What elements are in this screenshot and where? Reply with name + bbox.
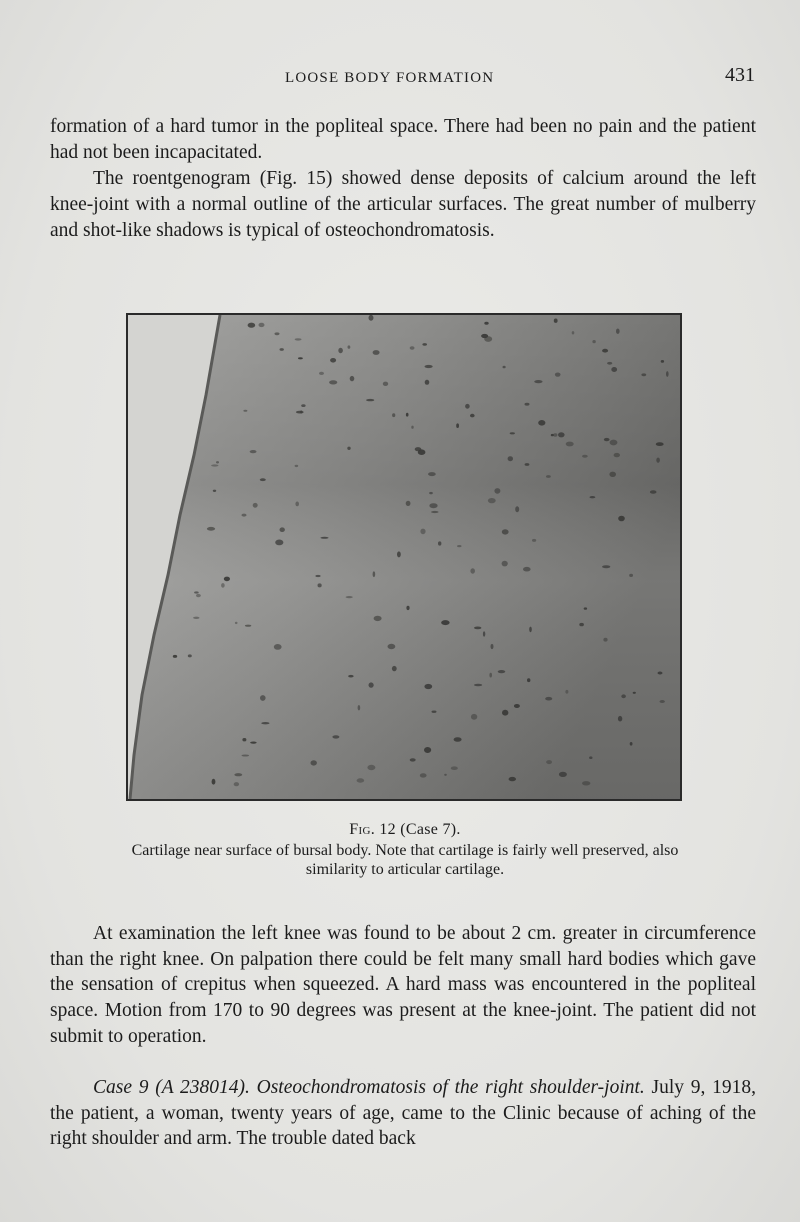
cell-lacuna xyxy=(566,442,574,447)
cell-lacuna xyxy=(411,426,413,429)
cell-lacuna xyxy=(489,673,492,678)
cell-lacuna xyxy=(428,472,436,476)
cell-lacuna xyxy=(338,348,343,353)
cell-lacuna xyxy=(235,622,238,624)
cell-lacuna xyxy=(432,711,437,713)
cell-lacuna xyxy=(514,704,520,708)
cell-lacuna xyxy=(502,561,508,567)
cell-lacuna xyxy=(374,616,382,621)
cell-lacuna xyxy=(656,458,660,463)
cell-lacuna xyxy=(248,323,256,328)
cell-lacuna xyxy=(274,644,282,650)
cell-lacuna xyxy=(388,644,396,649)
cell-lacuna xyxy=(658,672,663,675)
cell-lacuna xyxy=(260,478,266,481)
cell-lacuna xyxy=(173,655,177,658)
cell-lacuna xyxy=(553,433,557,436)
cell-lacuna xyxy=(418,449,426,455)
cell-lacuna xyxy=(498,670,505,673)
cell-lacuna xyxy=(546,475,551,478)
cell-lacuna xyxy=(350,376,355,381)
cell-lacuna xyxy=(641,373,646,376)
cell-lacuna xyxy=(441,620,449,625)
cell-lacuna xyxy=(315,575,320,577)
cell-lacuna xyxy=(661,360,664,363)
cell-lacuna xyxy=(295,338,302,340)
cell-lacuna xyxy=(529,627,532,633)
cell-lacuna xyxy=(454,737,462,742)
cell-lacuna xyxy=(369,682,374,687)
cell-lacuna xyxy=(515,506,519,512)
running-head xyxy=(50,64,755,92)
cell-lacuna xyxy=(609,472,616,477)
cell-lacuna xyxy=(425,365,433,368)
cell-lacuna xyxy=(481,334,488,338)
case-number: Case 9 (A 238014). xyxy=(93,1077,250,1098)
cell-lacuna xyxy=(216,461,219,463)
cell-lacuna xyxy=(590,496,596,498)
cell-lacuna xyxy=(555,373,561,377)
cell-lacuna xyxy=(243,410,247,412)
cell-lacuna xyxy=(602,349,608,353)
cell-lacuna xyxy=(410,758,416,761)
cell-lacuna xyxy=(420,773,427,777)
cell-lacuna xyxy=(366,399,374,401)
cell-lacuna xyxy=(656,442,664,446)
cell-lacuna xyxy=(611,367,617,372)
cell-lacuna xyxy=(451,766,458,770)
figure-label-number: 12 (Case 7). xyxy=(379,821,461,838)
cell-lacuna xyxy=(616,329,620,334)
cell-lacuna xyxy=(457,545,461,547)
cell-lacuna xyxy=(346,596,353,598)
cell-lacuna xyxy=(666,371,669,377)
cell-lacuna xyxy=(373,571,376,577)
cell-lacuna xyxy=(660,700,665,703)
cell-lacuna xyxy=(538,420,545,426)
cell-lacuna xyxy=(280,348,284,351)
cell-lacuna xyxy=(502,710,508,716)
cell-lacuna xyxy=(392,666,397,671)
cell-lacuna xyxy=(420,529,425,535)
cell-lacuna xyxy=(602,565,610,568)
cell-lacuna xyxy=(431,511,439,513)
cell-lacuna xyxy=(629,574,633,577)
cell-lacuna xyxy=(250,742,257,744)
cell-lacuna xyxy=(422,343,427,346)
cell-lacuna xyxy=(546,760,552,764)
cell-lacuna xyxy=(193,617,199,619)
cell-lacuna xyxy=(494,488,500,494)
cell-lacuna xyxy=(410,346,415,349)
cell-lacuna xyxy=(523,567,531,572)
cell-lacuna xyxy=(318,583,322,587)
paragraph-roentgenogram: The roentgenogram (Fig. 15) showed dense deposits of calcium around the left knee-joint with a normal outline of the articular surfaces. The great number of mulberry and shot-like shadows is typical of osteochondromatosis. xyxy=(50,168,756,241)
cell-lacuna xyxy=(196,594,201,597)
cell-lacuna xyxy=(527,678,530,682)
cell-lacuna xyxy=(397,551,401,557)
cell-lacuna xyxy=(610,440,618,446)
cell-lacuna xyxy=(250,450,257,453)
cell-lacuna xyxy=(502,529,509,534)
cell-lacuna xyxy=(424,684,432,689)
cell-lacuna xyxy=(253,503,258,508)
cell-lacuna xyxy=(245,625,251,627)
cell-lacuna xyxy=(618,716,622,722)
cell-lacuna xyxy=(579,623,584,626)
cell-lacuna xyxy=(320,537,328,539)
cell-lacuna xyxy=(525,463,530,466)
cell-lacuna xyxy=(618,516,625,522)
cell-lacuna xyxy=(470,568,475,573)
cell-lacuna xyxy=(534,380,542,383)
cell-lacuna xyxy=(392,413,395,417)
case-body: July 9, 1918, the patient, a woman, twenty years of age, came to the Clinic because of aching of the right shoulder and arm. The trouble dated back xyxy=(50,1077,757,1150)
cell-lacuna xyxy=(280,527,285,532)
cell-lacuna xyxy=(589,756,592,759)
cell-lacuna xyxy=(429,492,433,494)
cell-lacuna xyxy=(424,747,431,753)
micrograph-figure xyxy=(126,313,682,801)
case-heading: Osteochondromatosis of the right shoulder-joint. xyxy=(256,1077,645,1098)
cell-lacuna xyxy=(474,684,482,687)
cell-lacuna xyxy=(406,606,409,610)
cell-lacuna xyxy=(242,738,246,741)
cell-lacuna xyxy=(224,577,230,582)
cell-lacuna xyxy=(491,644,494,649)
cell-lacuna xyxy=(471,714,477,720)
cell-lacuna xyxy=(633,692,636,694)
cell-lacuna xyxy=(212,779,216,785)
cell-lacuna xyxy=(347,447,350,450)
paragraph-examination: At examination the left knee was found to be about 2 cm. greater in circumference than the right knee. On palpation there could be felt many small hard bodies which gave the sensation of crepitus when squeezed. A hard mass was encountered in the popliteal space. Motion from 170 to 90 degrees was present at the knee-joint. The patient did not submit to operation. xyxy=(50,923,756,1047)
cell-lacuna xyxy=(295,502,299,507)
cell-lacuna xyxy=(261,722,269,724)
cell-lacuna xyxy=(532,539,536,542)
cell-lacuna xyxy=(484,322,488,325)
cell-lacuna xyxy=(330,358,336,363)
cell-lacuna xyxy=(367,765,375,770)
cell-lacuna xyxy=(298,357,303,359)
cell-lacuna xyxy=(621,694,626,698)
cell-lacuna xyxy=(456,423,459,428)
cell-lacuna xyxy=(295,465,299,467)
figure-caption: Cartilage near surface of bursal body. Note that cartilage is fairly well preserved, also similarity to articular cartilage. xyxy=(131,842,679,878)
cell-lacuna xyxy=(604,438,610,441)
cell-lacuna xyxy=(213,490,216,492)
cell-lacuna xyxy=(554,319,558,323)
cell-lacuna xyxy=(296,411,304,414)
cell-lacuna xyxy=(234,782,239,786)
cell-lacuna xyxy=(483,631,485,636)
cell-lacuna xyxy=(301,404,305,407)
page-number: 431 xyxy=(725,64,755,86)
cell-lacuna xyxy=(488,498,496,503)
cell-lacuna xyxy=(438,541,441,545)
cell-lacuna xyxy=(614,453,620,457)
cell-lacuna xyxy=(510,432,515,434)
cell-lacuna xyxy=(275,540,283,546)
cell-lacuna xyxy=(188,654,192,657)
cell-lacuna xyxy=(211,464,218,466)
paragraph-continuation: formation of a hard tumor in the popliteal space. There had been no pain and the patient had not been incapacitated. xyxy=(50,116,756,163)
cell-lacuna xyxy=(603,638,607,642)
cell-lacuna xyxy=(444,774,447,776)
cell-lacuna xyxy=(565,690,568,694)
cell-lacuna xyxy=(558,432,565,437)
cell-lacuna xyxy=(275,332,280,335)
cell-lacuna xyxy=(242,514,247,517)
cell-lacuna xyxy=(470,414,475,418)
cell-lacuna xyxy=(260,695,266,701)
cell-lacuna xyxy=(311,760,317,765)
cell-lacuna xyxy=(194,591,199,593)
cell-lacuna xyxy=(584,607,587,609)
cell-lacuna xyxy=(508,456,513,461)
cell-lacuna xyxy=(582,781,590,785)
cell-lacuna xyxy=(559,772,567,777)
cell-lacuna xyxy=(425,380,430,385)
cell-lacuna xyxy=(329,380,337,384)
figure-label-prefix: Fig. xyxy=(349,821,376,838)
cell-lacuna xyxy=(572,331,575,334)
cell-lacuna xyxy=(406,501,411,506)
cell-lacuna xyxy=(358,705,361,710)
cell-lacuna xyxy=(630,742,633,746)
cell-lacuna xyxy=(348,345,351,348)
cell-lacuna xyxy=(582,455,588,458)
cell-lacuna xyxy=(465,404,470,409)
cell-lacuna xyxy=(259,323,265,327)
cell-lacuna xyxy=(650,490,657,494)
cell-lacuna xyxy=(234,773,242,776)
cell-lacuna xyxy=(592,340,595,343)
cell-lacuna xyxy=(373,350,380,355)
cell-lacuna xyxy=(545,697,552,701)
cell-lacuna xyxy=(357,778,365,782)
running-title: LOOSE BODY FORMATION xyxy=(285,70,495,86)
cell-lacuna xyxy=(607,362,612,365)
paragraph-case-9 xyxy=(50,1075,756,1152)
figure-label xyxy=(100,820,710,839)
cell-lacuna xyxy=(332,735,339,738)
cell-lacuna xyxy=(429,503,437,508)
cell-lacuna xyxy=(383,382,388,386)
cell-lacuna xyxy=(509,777,516,781)
cell-lacuna xyxy=(221,583,225,588)
cell-lacuna xyxy=(474,627,481,630)
cell-lacuna xyxy=(369,315,374,321)
cell-lacuna xyxy=(242,755,250,757)
micrograph-image xyxy=(128,315,680,799)
cell-lacuna xyxy=(207,527,215,531)
cell-lacuna xyxy=(319,372,324,375)
cell-lacuna xyxy=(503,366,506,369)
cell-lacuna xyxy=(406,413,409,417)
cell-lacuna xyxy=(525,403,530,406)
cell-lacuna xyxy=(348,675,353,678)
